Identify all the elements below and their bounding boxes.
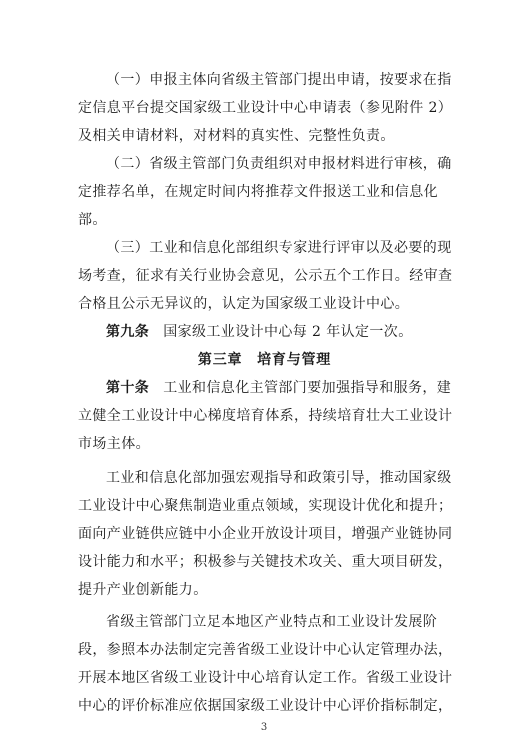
- paragraph-line: 定推荐名单，在规定时间内将推荐文件报送工业和信息化: [78, 184, 438, 200]
- article-label: 第十条: [106, 380, 150, 396]
- paragraph-line: 部。: [78, 212, 107, 228]
- page-number: 3: [260, 722, 268, 733]
- paragraph-line: 设计能力和水平；积极参与关键技术攻关、重大项目研发，: [78, 554, 453, 570]
- article-text: 国家级工业设计中心每 2 年认定一次。: [163, 324, 413, 340]
- article-10: [106, 378, 451, 398]
- paragraph-line: 提升产业创新能力。: [78, 582, 208, 598]
- article-text: 工业和信息化主管部门要加强指导和服务，建: [163, 380, 452, 396]
- paragraph-line: 场考查，征求有关行业协会意见，公示五个工作日。经审查: [78, 268, 453, 284]
- paragraph-line: （三）工业和信息化部组织专家进行评审以及必要的现: [106, 240, 452, 256]
- paragraph-line: 中心的评价标准应依据国家级工业设计中心评价指标制定，: [78, 698, 453, 714]
- paragraph-line: 工业设计中心聚焦制造业重点领域，实现设计优化和提升；: [78, 498, 453, 514]
- paragraph-line: 开展本地区省级工业设计中心培育认定工作。省级工业设计: [78, 670, 453, 686]
- chapter-heading: 第三章 培育与管理: [197, 352, 332, 368]
- article-9: [106, 322, 413, 342]
- paragraph-line: （一）申报主体向省级主管部门提出申请，按要求在指: [106, 72, 452, 88]
- paragraph-line: 定信息平台提交国家级工业设计中心申请表（参见附件 2）: [78, 100, 453, 116]
- paragraph-line: 及相关申请材料，对材料的真实性、完整性负责。: [78, 128, 395, 144]
- paragraph-line: 立健全工业设计中心梯度培育体系，持续培育壮大工业设计: [78, 408, 453, 424]
- paragraph-line: 工业和信息化部加强宏观指导和政策引导，推动国家级: [106, 470, 452, 486]
- article-label: 第九条: [106, 324, 150, 340]
- paragraph-line: 面向产业链供应链中小企业开放设计项目，增强产业链协同: [78, 526, 453, 542]
- paragraph-line: （二）省级主管部门负责组织对申报材料进行审核，确: [106, 156, 452, 172]
- paragraph-line: 市场主体。: [78, 436, 150, 452]
- paragraph-line: 省级主管部门立足本地区产业特点和工业设计发展阶: [106, 614, 438, 630]
- paragraph-line: 段，参照本办法制定完善省级工业设计中心认定管理办法，: [78, 642, 453, 658]
- paragraph-line: 合格且公示无异议的，认定为国家级工业设计中心。: [78, 296, 410, 312]
